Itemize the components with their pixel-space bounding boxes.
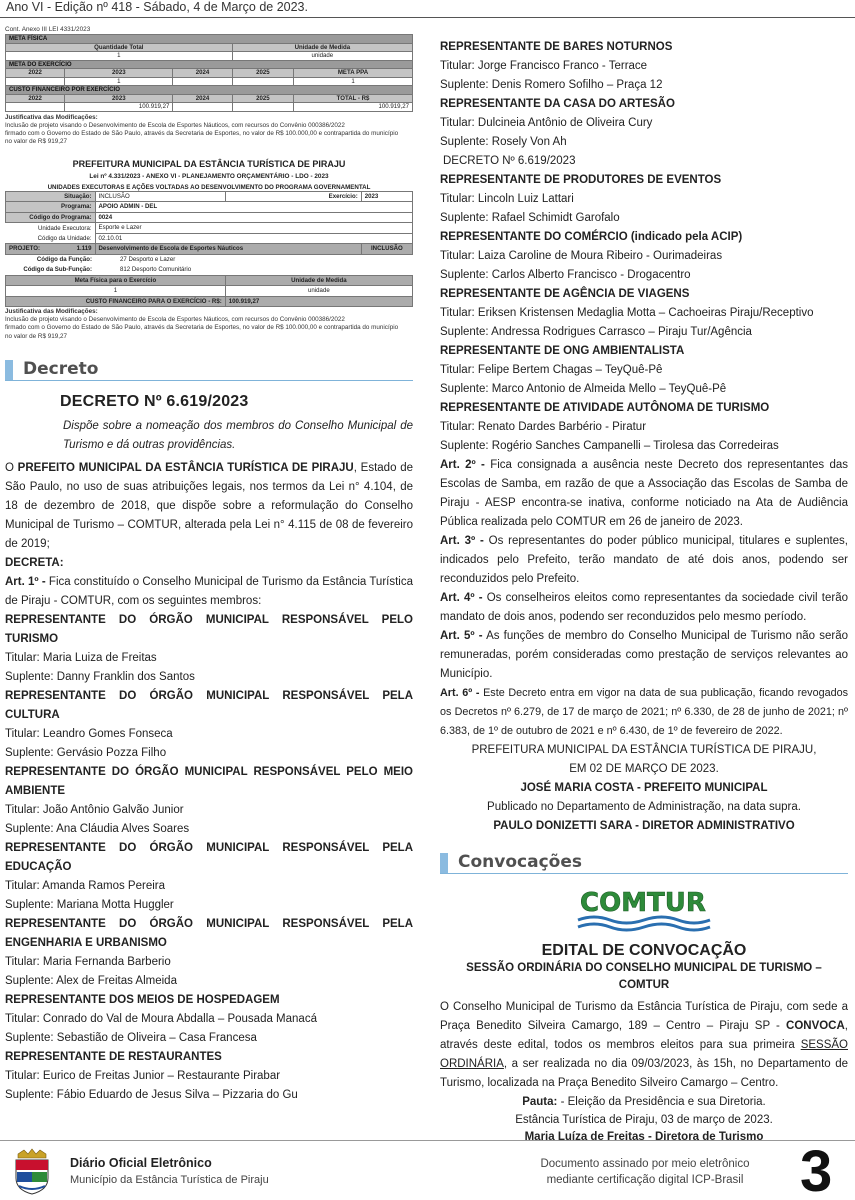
- rep-suplente: Suplente: Fábio Eduardo de Jesus Silva – Pizzaria do Gu: [5, 1088, 298, 1101]
- projeto-label: PROJETO:: [9, 245, 41, 253]
- art2: [440, 456, 848, 532]
- rep-titular: Titular: Dulcineia Antônio de Oliveira Cury: [440, 117, 653, 129]
- art-label: Art. 4º -: [440, 592, 483, 604]
- year-cell: 2023: [65, 69, 173, 78]
- intro-post: , Estado de São Paulo, no uso de suas atribuições legais, nos termos da Lei n° 4.104, de 18 de dezembro de 2018, que dispõe sobre a reformulação do Conselho Municipal de Turismo – COMTUR, alterada pela Lei n° 4.115 de 08 de fevereiro de 2019;: [5, 461, 413, 550]
- left-column: [5, 26, 413, 1105]
- custo-exercicio-value: 100.919,27: [225, 296, 412, 307]
- art3: [440, 532, 848, 589]
- unidade-value: Esporte e Lazer: [95, 223, 412, 234]
- art6: [440, 684, 848, 741]
- custo-value: [232, 103, 293, 112]
- art-text: Este Decreto entra em vigor na data de sua publicação, ficando revogados os Decretos nº 6.279, de 17 de março de 2021; nº 6.330, de 28 de junho de 2021; nº 6.383, de 1º de outubro de 2021 e nº 6.430, de 1º de fevereiro de 2022.: [440, 687, 849, 737]
- rep-suplente: Suplente: Denis Romero Sofilho – Praça 12: [440, 79, 663, 91]
- rep-suplente: Suplente: Rosely Von Ah: [440, 136, 567, 148]
- projeto-cell: [6, 244, 96, 255]
- edital-body: [440, 998, 848, 1093]
- body-mid: , através deste edital, todos os membros eleitos para sua primeira: [440, 1020, 848, 1051]
- justificativa-block-2: [5, 308, 413, 341]
- meta-value: 1: [6, 286, 226, 297]
- year-cell: 2023: [65, 94, 173, 103]
- rep-title: REPRESENTANTE DO ÓRGÃO MUNICIPAL RESPONSÁVEL PELO TURISMO: [5, 613, 413, 645]
- intro-bold: PREFEITO MUNICIPAL DA ESTÂNCIA TURÍSTICA DE PIRAJU: [17, 461, 354, 474]
- year-cell: 2025: [232, 94, 293, 103]
- decreta-label: DECRETA:: [5, 556, 64, 569]
- exercicio-label: Exercício:: [225, 191, 361, 202]
- justificativa-title: Justificativa das Modificações:: [5, 308, 98, 316]
- unid-medida-label: Unidade de Medida: [225, 275, 412, 286]
- codfunc-label: Código da Função:: [36, 256, 93, 264]
- rep-titular: Titular: Jorge Francisco Franco - Terrace: [440, 60, 648, 72]
- custo-exercicio-label: CUSTO FINANCEIRO PARA O EXERCÍCIO - R$:: [6, 296, 226, 307]
- rep-title: REPRESENTANTE DO ÓRGÃO MUNICIPAL RESPONSÁVEL PELA ENGENHARIA E URBANISMO: [5, 917, 413, 949]
- pref-subtitle: Lei nº 4.331/2023 - ANEXO VI - PLANEJAMENTO ORÇAMENTÁRIO - LDO - 2023: [89, 172, 329, 180]
- meta-fisica-label: META FÍSICA: [6, 35, 413, 44]
- justificativa-line: firmado com o Governo do Estado de São Paulo, através da Secretaria de Esportes, no valor de R$ 100.000,00 e contrapartida do município: [5, 130, 399, 138]
- meta-value: [173, 77, 232, 86]
- projeto-num: 1.119: [76, 245, 92, 253]
- rep-titular: Titular: Eriksen Kristensen Medaglia Motta – Cachoeiras Piraju/Receptivo: [440, 307, 814, 319]
- logo-text: COMTUR: [580, 888, 706, 918]
- programa-label: Programa:: [6, 202, 96, 213]
- sign-line-3: JOSÉ MARIA COSTA - PREFEITO MUNICIPAL: [520, 782, 768, 794]
- rep-titular: Titular: Felipe Bertem Chagas – TeyQuê-Pê: [440, 364, 663, 376]
- rep-titular: Titular: Lincoln Luiz Lattari: [440, 193, 574, 205]
- codunid-value: 02.10.01: [95, 233, 412, 244]
- art1: [5, 573, 413, 611]
- edital-sessao: SESSÃO ORDINÁRIA DO CONSELHO MUNICIPAL DE TURISMO – COMTUR: [466, 962, 822, 991]
- rep-title: REPRESENTANTE DA CASA DO ARTESÃO: [440, 98, 675, 110]
- decreto-ementa: Dispõe sobre a nomeação dos membros do Conselho Municipal de Turismo e dá outras providências.: [63, 419, 413, 451]
- footer-subtitle: Município da Estância Turística de Piraju: [70, 1174, 269, 1186]
- qty-header: Quantidade Total: [6, 43, 233, 52]
- meta-label: Meta Física para o Exercício: [6, 275, 226, 286]
- codprog-label: Código do Programa:: [6, 212, 96, 223]
- codsub-value: 812: [120, 266, 131, 274]
- rep-suplente: Suplente: Mariana Motta Huggler: [5, 898, 174, 911]
- justificativa-line: firmado com o Governo do Estado de São Paulo, através da Secretaria de Esportes, no valor de R$ 100.000,00 e contrapartida do município: [5, 324, 399, 332]
- art-label: Art. 5º -: [440, 630, 483, 642]
- total-value: 100.919,27: [294, 103, 413, 112]
- rep-title: REPRESENTANTE DO COMÉRCIO (indicado pela ACIP): [440, 231, 743, 243]
- rep-titular: Titular: João Antônio Galvão Junior: [5, 803, 184, 816]
- justificativa-line: no valor de R$ 919,27: [5, 332, 67, 340]
- programa-value: APOIO ADMIN - DEL: [95, 202, 412, 213]
- art-text: Os conselheiros eleitos como representantes da sociedade civil terão mandato de dois anos, podendo ser reconduzidos pelo mesmo período.: [440, 592, 848, 623]
- rep-suplente: Suplente: Andressa Rodrigues Carrasco – Piraju Tur/Agência: [440, 326, 752, 338]
- left-representatives: [5, 611, 413, 1105]
- rep-titular: Titular: Maria Fernanda Barberio: [5, 955, 171, 968]
- year-cell: 2025: [232, 69, 293, 78]
- rep-title: REPRESENTANTE DE AGÊNCIA DE VIAGENS: [440, 288, 690, 300]
- banner-title: Convocações: [458, 852, 582, 872]
- codunid-label: Código da Unidade:: [37, 234, 92, 242]
- custo-label: CUSTO FINANCEIRO POR EXERCÍCIO: [6, 86, 413, 95]
- footer-rule: [0, 1140, 855, 1141]
- rep-suplente: Suplente: Rogério Sanches Campanelli – Tirolesa das Corredeiras: [440, 440, 779, 452]
- rep-title: REPRESENTANTE DO ÓRGÃO MUNICIPAL RESPONSÁVEL PELO MEIO AMBIENTE: [5, 765, 413, 797]
- unid-value: unidade: [225, 286, 412, 297]
- edition-header: Ano VI - Edição nº 418 - Sábado, 4 de Março de 2023.: [6, 0, 308, 14]
- rep-title: REPRESENTANTE DE ATIVIDADE AUTÔNOMA DE TURISMO: [440, 402, 770, 414]
- ppa-value: 1: [294, 77, 413, 86]
- justificativa-line: Inclusão de projeto visando o Desenvolvimento de Escola de Esportes Náuticos, com recursos do Convênio 000386/2022: [5, 121, 345, 129]
- rep-title: REPRESENTANTE DE ONG AMBIENTALISTA: [440, 345, 685, 357]
- header-rule: [0, 17, 855, 18]
- body-bold: CONVOCA: [786, 1020, 845, 1032]
- banner-accent: [5, 360, 13, 380]
- situacao-label: Situação:: [6, 191, 96, 202]
- projeto-situacao: INCLUSÃO: [361, 244, 412, 255]
- edital-date: Estância Turística de Piraju, 03 de março de 2023.: [515, 1114, 773, 1126]
- rep-title: REPRESENTANTE DO ÓRGÃO MUNICIPAL RESPONSÁVEL PELA CULTURA: [5, 689, 413, 721]
- rep-titular: Titular: Eurico de Freitas Junior – Restaurante Pirabar: [5, 1069, 281, 1082]
- ldo-table: [5, 191, 413, 308]
- banner-title: Decreto: [23, 358, 99, 379]
- unidade-label: Unidade Executora:: [38, 224, 92, 232]
- body-pre: O Conselho Municipal de Turismo da Estância Turística de Piraju, com sede a Praça Benedito Silveira Camargo, 189 – Centro – Piraju SP -: [440, 1001, 848, 1032]
- edital-sign: Maria Luíza de Freitas - Diretora de Turismo: [524, 1131, 764, 1143]
- pauta-label: Pauta:: [522, 1096, 558, 1108]
- codprog-value: 0024: [95, 212, 412, 223]
- pref-title: PREFEITURA MUNICIPAL DA ESTÂNCIA TURÍSTICA DE PIRAJU: [72, 158, 346, 169]
- art-text: Fica constituído o Conselho Municipal de Turismo da Estância Turística de Piraju - COMTUR, com os seguintes membros:: [5, 575, 413, 607]
- year-cell: 2022: [6, 69, 65, 78]
- decreto-banner: [5, 357, 413, 381]
- edital-title: EDITAL DE CONVOCAÇÃO: [541, 942, 747, 959]
- justificativa-line: no valor de R$ 919,27: [5, 138, 67, 146]
- rep-suplente: Suplente: Carlos Alberto Francisco - Drogacentro: [440, 269, 691, 281]
- codfunc-value: 27: [120, 256, 127, 264]
- rep-titular: Titular: Conrado do Val de Moura Abdalla – Pousada Manacá: [5, 1012, 317, 1025]
- custo-value: [6, 103, 65, 112]
- justificativa-title: Justificativa das Modificações:: [5, 113, 98, 121]
- art-label: Art. 6º -: [440, 687, 480, 699]
- sign-line-1: PREFEITURA MUNICIPAL DA ESTÂNCIA TURÍSTICA DE PIRAJU,: [471, 744, 817, 756]
- rep-title: REPRESENTANTE DO ÓRGÃO MUNICIPAL RESPONSÁVEL PELA EDUCAÇÃO: [5, 841, 413, 873]
- body-underline: SESSÃO ORDINÁRIA: [440, 1039, 848, 1070]
- meta-exercicio-label: META DO EXERCÍCIO: [6, 60, 413, 69]
- sign-line-5: PAULO DONIZETTI SARA - DIRETOR ADMINISTRATIVO: [493, 820, 795, 832]
- rep-titular: Titular: Laiza Caroline de Moura Ribeiro - Ourimadeiras: [440, 250, 723, 262]
- year-cell: 2022: [6, 94, 65, 103]
- decreto-repeat-title: DECRETO Nº 6.619/2023: [443, 155, 576, 167]
- rep-title: REPRESENTANTE DE BARES NOTURNOS: [440, 41, 673, 53]
- convocacoes-banner: [440, 850, 848, 874]
- edital-pauta: [440, 1093, 848, 1112]
- banner-accent: [440, 853, 448, 873]
- justificativa-block: [5, 114, 413, 147]
- year-cell: 2024: [173, 69, 232, 78]
- rep-suplente: Suplente: Gervásio Pozza Filho: [5, 746, 167, 759]
- footer-title: Diário Oficial Eletrônico: [70, 1156, 212, 1170]
- rep-title: REPRESENTANTE DE PRODUTORES DE EVENTOS: [440, 174, 722, 186]
- rep-suplente: Suplente: Rafael Schimidt Garofalo: [440, 212, 620, 224]
- unit-value: unidade: [232, 52, 412, 61]
- intro-pre: O: [5, 461, 18, 474]
- art-text: Fica consignada a ausência neste Decreto dos representantes das Escolas de Samba, em razão de que a Associação das Escolas de Samba de Piraju - AESP encontra-se inativa, conforme noticiado na Ata de Audiência Pública realizada pelo COMTUR em 26 de janeiro de 2023.: [440, 459, 848, 528]
- decreto-title: DECRETO Nº 6.619/2023: [60, 392, 249, 410]
- codsub-label: Código da Sub-Função:: [23, 266, 93, 274]
- exercicio-value: 2023: [361, 191, 412, 202]
- right-representatives-2: [440, 171, 848, 456]
- right-representatives: [440, 38, 848, 152]
- art-text: Os representantes do poder público municipal, titulares e suplentes, indicados pelo Prefeito, terão mandato de até dois anos, podendo ser reconduzidos pelo Prefeito.: [440, 535, 848, 585]
- year-cell: 2024: [173, 94, 232, 103]
- right-column: [440, 38, 848, 1146]
- pref-units: UNIDADES EXECUTORAS E AÇÕES VOLTADAS AO DESENVOLVIMENTO DO PROGRAMA GOVERNAMENTAL: [47, 183, 371, 191]
- custo-value: 100.919,27: [65, 103, 173, 112]
- rep-titular: Titular: Maria Luiza de Freitas: [5, 651, 157, 664]
- rep-titular: Titular: Leandro Gomes Fonseca: [5, 727, 173, 740]
- municipal-crest-icon: [10, 1148, 54, 1196]
- art5: [440, 627, 848, 684]
- rep-title: REPRESENTANTE DE RESTAURANTES: [5, 1050, 222, 1063]
- page-number: 3: [800, 1139, 833, 1200]
- footer-signed-line-1: Documento assinado por meio eletrônico: [540, 1158, 750, 1170]
- art-label: Art. 2º -: [440, 459, 485, 471]
- art-label: Art. 1º -: [5, 575, 46, 588]
- sign-line-2: EM 02 DE MARÇO DE 2023.: [569, 763, 719, 775]
- custo-value: [173, 103, 232, 112]
- pauta-text: - Eleição da Presidência e sua Diretoria.: [557, 1096, 766, 1108]
- unit-header: Unidade de Medida: [232, 43, 412, 52]
- total-header: TOTAL - R$: [294, 94, 413, 103]
- comtur-logo: [574, 884, 714, 934]
- subfunc-value: Desporto Comunitário: [131, 266, 192, 274]
- func-value: Desporto e Lazer: [128, 256, 176, 264]
- rep-suplente: Suplente: Marco Antonio de Almeida Mello – TeyQuê-Pê: [440, 383, 727, 395]
- meta-value: [6, 77, 65, 86]
- rep-suplente: Suplente: Ana Cláudia Alves Soares: [5, 822, 190, 835]
- annex-table: [5, 34, 413, 112]
- art4: [440, 589, 848, 627]
- meta-value: [232, 77, 293, 86]
- rep-title: REPRESENTANTE DOS MEIOS DE HOSPEDAGEM: [5, 993, 280, 1006]
- art-label: Art. 3º -: [440, 535, 484, 547]
- ppa-header: META PPA: [294, 69, 413, 78]
- meta-value: 1: [65, 77, 173, 86]
- situacao-value: INCLUSÃO: [95, 191, 225, 202]
- projeto-value: Desenvolvimento de Escola de Esportes Náuticos: [95, 244, 361, 255]
- rep-titular: Titular: Amanda Ramos Pereira: [5, 879, 166, 892]
- footer-signed-line-2: mediante certificação digital ICP-Brasil: [546, 1174, 744, 1186]
- art-text: As funções de membro do Conselho Municipal de Turismo não serão remuneradas, porém consideradas como prestação de serviços relevantes ao Município.: [440, 630, 848, 680]
- body-post: , a ser realizada no dia 09/03/2023, às 15h, no Departamento de Turismo, localizada na Praça Benedito Silveiro Camargo – Centro.: [440, 1058, 848, 1089]
- rep-titular: Titular: Renato Dardes Barbério - Piratur: [440, 421, 647, 433]
- cont-label: Cont. Anexo III LEI 4331/2023: [5, 26, 91, 33]
- decreto-intro: [5, 459, 413, 554]
- rep-suplente: Suplente: Alex de Freitas Almeida: [5, 974, 177, 987]
- qty-value: 1: [6, 52, 233, 61]
- sign-line-4: Publicado no Departamento de Administração, na data supra.: [487, 801, 801, 813]
- rep-suplente: Suplente: Sebastião de Oliveira – Casa Francesa: [5, 1031, 257, 1044]
- justificativa-line: Inclusão de projeto visando o Desenvolvimento de Escola de Esportes Náuticos, com recursos do Convênio 000386/2022: [5, 316, 345, 324]
- rep-suplente: Suplente: Danny Franklin dos Santos: [5, 670, 195, 683]
